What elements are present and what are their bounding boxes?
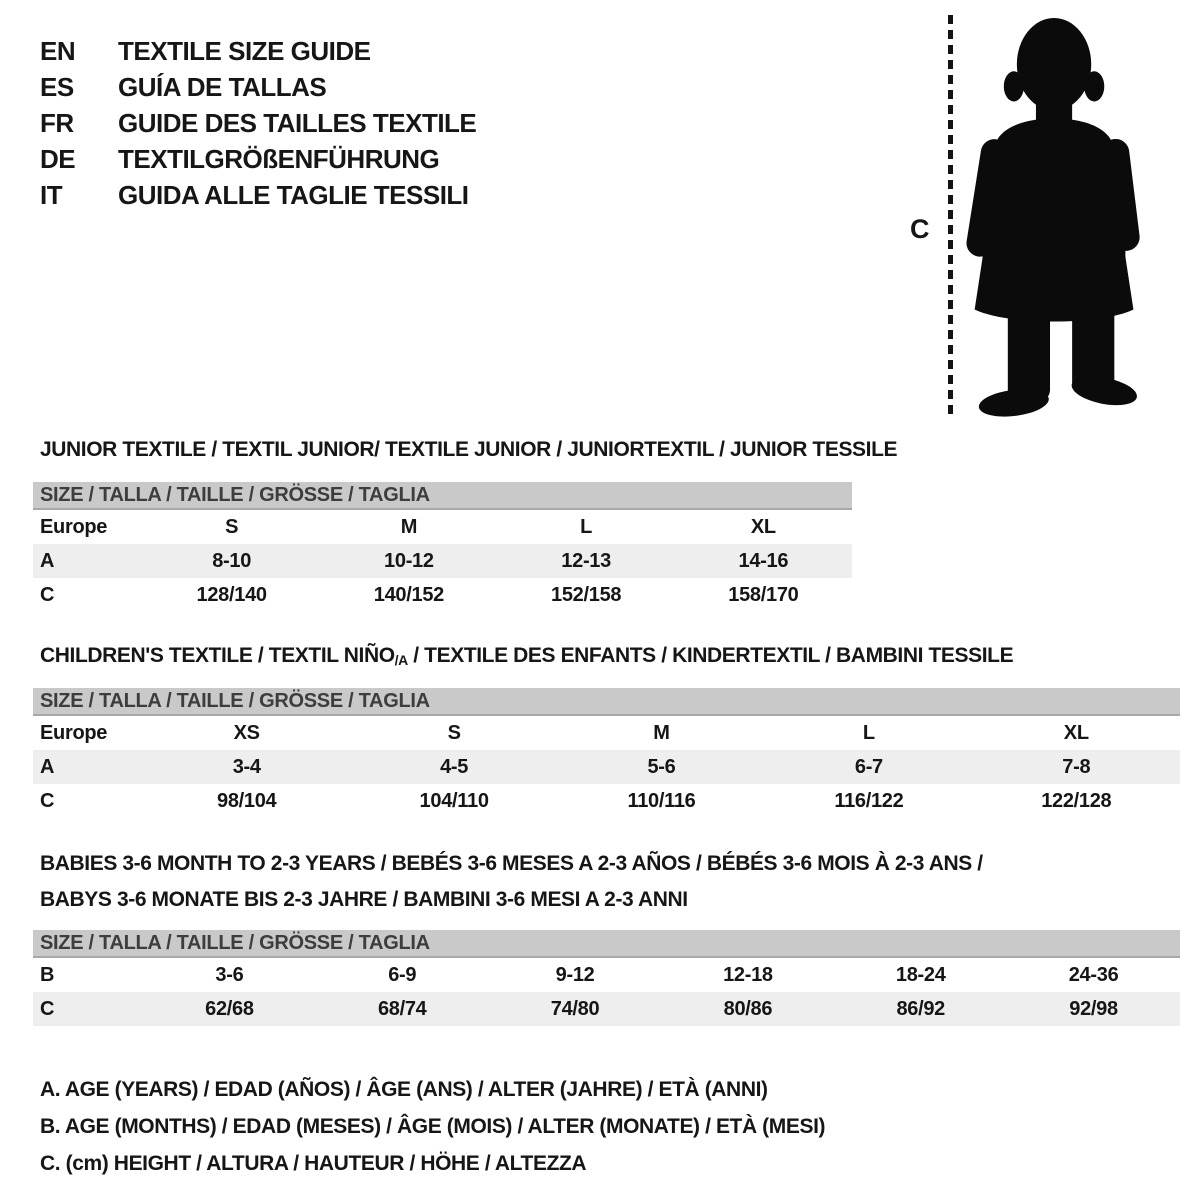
age-cell: 8-10 [212,549,252,572]
height-cell: 92/98 [1069,997,1118,1020]
age-cell: 7-8 [1062,755,1091,778]
height-cell: 110/116 [627,789,696,812]
height-cell: 104/110 [419,789,489,812]
size-cell: L [862,721,875,744]
babies-title-line2: BABYS 3-6 MONATE BIS 2-3 JAHRE / BAMBINI 3-6 MESI A 2-3 ANNI [40,888,688,911]
table-row [33,992,1180,1026]
children-size-table [33,688,1180,818]
age-cell: 3-4 [232,755,261,778]
height-cell: 68/74 [377,997,427,1020]
guide-title-en: TEXTILE SIZE GUIDE [118,36,371,66]
table-row [33,750,1180,784]
size-cell: XL [1063,721,1089,744]
size-cell: M [400,515,418,538]
note-height-cm: C. (cm) HEIGHT / ALTURA / HAUTEUR / HÖHE / ALTEZZA [40,1152,587,1175]
junior-size-table [33,482,852,612]
size-cell: XS [233,721,260,744]
table-row [33,510,852,544]
language-title-list [40,33,476,213]
note-age-months: B. AGE (MONTHS) / EDAD (MESES) / ÂGE (MOIS) / ALTER (MONATE) / ETÀ (MESI) [40,1115,826,1138]
table-row [33,958,1180,992]
age-cell: 18-24 [895,963,946,986]
toddler-silhouette-icon [953,12,1140,418]
row-label: Europe [40,721,108,744]
row-label: A [40,549,55,572]
age-cell: 4-5 [440,755,469,778]
language-code: EN [40,36,76,66]
table-row [33,716,1180,750]
height-cell: 80/86 [723,997,773,1020]
babies-section-title [40,846,983,918]
children-title-prefix: CHILDREN'S TEXTILE / TEXTIL NIÑO [40,644,395,667]
row-label: A [40,755,55,778]
size-cell: S [447,721,461,744]
children-section-title [40,644,1013,668]
age-cell: 3-6 [215,963,244,986]
row-label: B [40,963,55,986]
guide-title-it: GUIDA ALLE TAGLIE TESSILI [118,180,469,210]
age-cell: 6-7 [854,755,883,778]
age-cell: 14-16 [738,549,789,572]
language-row [40,141,476,177]
language-code: DE [40,144,76,174]
babies-size-table [33,930,1180,1026]
height-cell: 62/68 [205,997,254,1020]
height-cell: 116/122 [834,789,904,812]
row-label: C [40,997,55,1020]
junior-section-title: JUNIOR TEXTILE / TEXTIL JUNIOR/ TEXTILE JUNIOR / JUNIORTEXTIL / JUNIOR TESSILE [40,438,898,461]
note-age-years: A. AGE (YEARS) / EDAD (AÑOS) / ÂGE (ANS) / ALTER (JAHRE) / ETÀ (ANNI) [40,1078,768,1101]
age-cell: 12-18 [723,963,773,986]
size-cell: S [225,515,239,538]
height-cell: 122/128 [1041,789,1112,812]
age-cell: 24-36 [1068,963,1119,986]
size-cell: L [580,515,593,538]
row-label: Europe [40,515,108,538]
height-measure-label: C [910,214,930,244]
children-title-sub: /A [394,652,408,668]
height-cell: 86/92 [896,997,946,1020]
row-label: C [40,789,55,812]
legend-notes [40,1071,825,1182]
size-cell: M [653,721,670,744]
language-row [40,69,476,105]
language-row [40,177,476,213]
height-cell: 98/104 [217,789,277,812]
language-row [40,33,476,69]
table-row [33,784,1180,818]
language-code: IT [40,180,63,210]
age-cell: 12-13 [561,549,611,572]
guide-title-es: GUÍA DE TALLAS [118,72,327,102]
babies-title-line1: BABIES 3-6 MONTH TO 2-3 YEARS / BEBÉS 3-6 MESES A 2-3 AÑOS / BÉBÉS 3-6 MOIS À 2-3 ANS / [40,852,983,875]
guide-title-de: TEXTILGRÖßENFÜHRUNG [118,144,440,174]
age-cell: 10-12 [384,549,434,572]
language-code: FR [40,108,74,138]
age-cell: 5-6 [647,755,676,778]
height-cell: 128/140 [196,583,267,606]
height-cell: 158/170 [728,583,799,606]
height-cell: 140/152 [373,583,444,606]
age-cell: 6-9 [388,963,417,986]
age-cell: 9-12 [555,963,595,986]
row-label: C [40,583,55,606]
children-title-suffix: / TEXTILE DES ENFANTS / KINDERTEXTIL / BAMBINI TESSILE [407,644,1014,667]
table-row [33,544,852,578]
height-cell: 74/80 [550,997,600,1020]
children-size-header: SIZE / TALLA / TAILLE / GRÖSSE / TAGLIA [33,688,1180,716]
size-cell: XL [750,515,776,538]
guide-title-fr: GUIDE DES TAILLES TEXTILE [118,108,477,138]
language-row [40,105,476,141]
junior-size-header: SIZE / TALLA / TAILLE / GRÖSSE / TAGLIA [33,482,852,510]
language-code: ES [40,72,74,102]
height-cell: 152/158 [551,583,622,606]
babies-size-header: SIZE / TALLA / TAILLE / GRÖSSE / TAGLIA [33,930,1180,958]
table-row [33,578,852,612]
